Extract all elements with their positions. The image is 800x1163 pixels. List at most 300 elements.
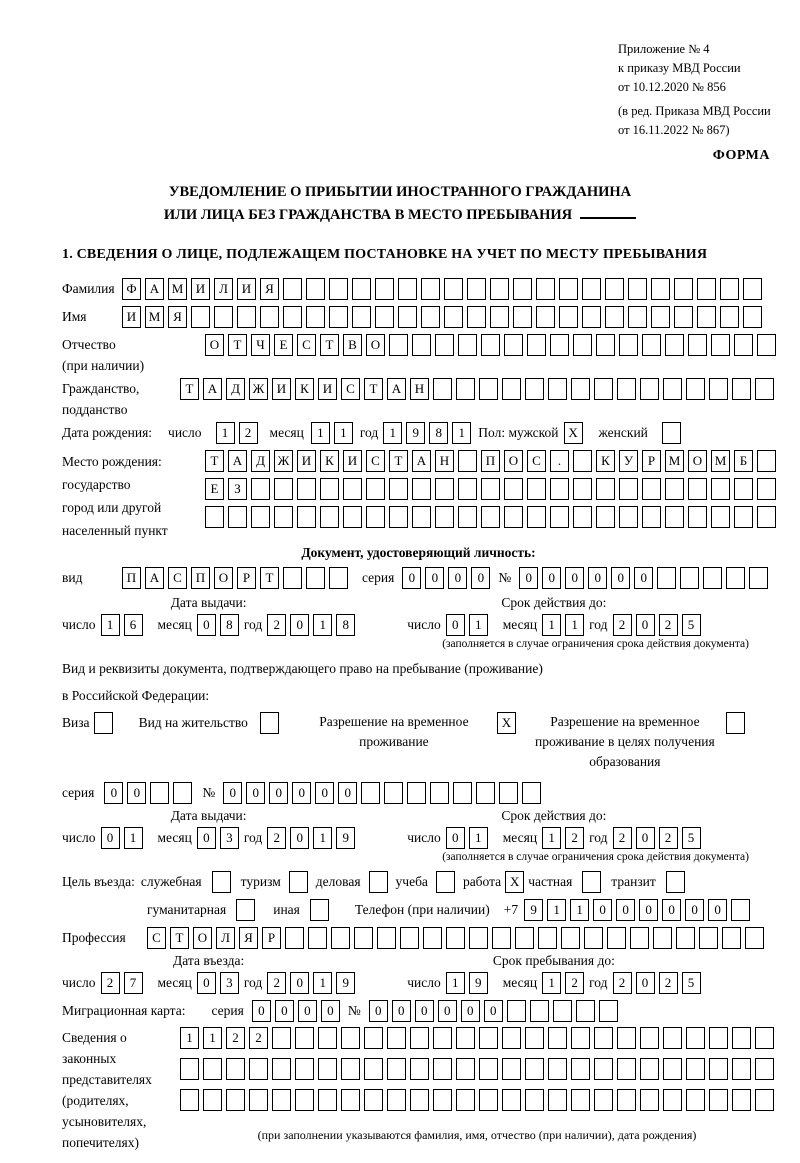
char-box[interactable] bbox=[711, 334, 730, 356]
char-box[interactable] bbox=[366, 478, 385, 500]
char-box[interactable]: С bbox=[341, 378, 360, 400]
char-box[interactable] bbox=[571, 1058, 590, 1080]
char-box[interactable] bbox=[582, 306, 601, 328]
char-box[interactable] bbox=[628, 306, 647, 328]
char-box[interactable] bbox=[559, 306, 578, 328]
char-box[interactable] bbox=[594, 1027, 613, 1049]
char-box[interactable] bbox=[285, 927, 304, 949]
char-box[interactable] bbox=[640, 378, 659, 400]
char-box[interactable] bbox=[272, 1027, 291, 1049]
char-box[interactable] bbox=[663, 378, 682, 400]
char-box[interactable] bbox=[329, 567, 348, 589]
char-box[interactable] bbox=[364, 1027, 383, 1049]
purpose-study-checkbox[interactable] bbox=[436, 871, 455, 893]
char-box[interactable] bbox=[504, 478, 523, 500]
char-box[interactable] bbox=[686, 1027, 705, 1049]
char-box[interactable] bbox=[237, 306, 256, 328]
char-box[interactable] bbox=[306, 278, 325, 300]
char-box[interactable] bbox=[398, 306, 417, 328]
char-box[interactable] bbox=[306, 567, 325, 589]
char-box[interactable]: 1 bbox=[124, 827, 143, 849]
char-box[interactable]: И bbox=[272, 378, 291, 400]
char-box[interactable] bbox=[571, 1089, 590, 1111]
char-box[interactable] bbox=[515, 927, 534, 949]
char-box[interactable] bbox=[522, 782, 541, 804]
char-box[interactable] bbox=[343, 478, 362, 500]
char-box[interactable] bbox=[389, 334, 408, 356]
char-box[interactable] bbox=[663, 1058, 682, 1080]
char-box[interactable]: Я bbox=[239, 927, 258, 949]
temp-residence-permit-edu-checkbox[interactable] bbox=[726, 712, 745, 734]
char-box[interactable] bbox=[571, 1027, 590, 1049]
char-box[interactable]: 0 bbox=[708, 899, 727, 921]
char-box[interactable] bbox=[249, 1058, 268, 1080]
char-box[interactable] bbox=[476, 782, 495, 804]
char-box[interactable]: 1 bbox=[180, 1027, 199, 1049]
char-box[interactable] bbox=[320, 478, 339, 500]
char-box[interactable]: А bbox=[145, 278, 164, 300]
char-box[interactable] bbox=[553, 1000, 572, 1022]
char-box[interactable] bbox=[709, 1089, 728, 1111]
char-box[interactable] bbox=[665, 334, 684, 356]
char-box[interactable] bbox=[617, 1027, 636, 1049]
char-box[interactable]: 1 bbox=[313, 972, 332, 994]
char-box[interactable] bbox=[745, 927, 764, 949]
char-box[interactable]: И bbox=[122, 306, 141, 328]
char-box[interactable]: И bbox=[343, 450, 362, 472]
char-box[interactable] bbox=[548, 1089, 567, 1111]
char-box[interactable]: 0 bbox=[290, 827, 309, 849]
char-box[interactable]: М bbox=[711, 450, 730, 472]
char-box[interactable] bbox=[573, 506, 592, 528]
char-box[interactable]: 0 bbox=[252, 1000, 271, 1022]
char-box[interactable] bbox=[527, 334, 546, 356]
purpose-official-checkbox[interactable] bbox=[212, 871, 231, 893]
char-box[interactable] bbox=[743, 278, 762, 300]
char-box[interactable] bbox=[421, 278, 440, 300]
char-box[interactable] bbox=[502, 1027, 521, 1049]
char-box[interactable] bbox=[354, 927, 373, 949]
char-box[interactable] bbox=[504, 506, 523, 528]
char-box[interactable]: О bbox=[504, 450, 523, 472]
char-box[interactable] bbox=[481, 334, 500, 356]
char-box[interactable]: 9 bbox=[336, 972, 355, 994]
char-box[interactable]: К bbox=[596, 450, 615, 472]
char-box[interactable] bbox=[732, 1027, 751, 1049]
char-box[interactable]: Р bbox=[262, 927, 281, 949]
char-box[interactable]: И bbox=[191, 278, 210, 300]
char-box[interactable]: С bbox=[168, 567, 187, 589]
char-box[interactable] bbox=[366, 506, 385, 528]
char-box[interactable]: 0 bbox=[321, 1000, 340, 1022]
char-box[interactable] bbox=[513, 306, 532, 328]
char-box[interactable] bbox=[295, 1058, 314, 1080]
char-box[interactable]: Е bbox=[205, 478, 224, 500]
char-box[interactable] bbox=[630, 927, 649, 949]
char-box[interactable] bbox=[548, 378, 567, 400]
char-box[interactable] bbox=[251, 506, 270, 528]
char-box[interactable] bbox=[573, 450, 592, 472]
char-box[interactable] bbox=[341, 1089, 360, 1111]
char-box[interactable] bbox=[203, 1089, 222, 1111]
char-box[interactable] bbox=[640, 1027, 659, 1049]
char-box[interactable]: 0 bbox=[446, 827, 465, 849]
char-box[interactable] bbox=[272, 1089, 291, 1111]
temp-residence-permit-checkbox[interactable]: X bbox=[497, 712, 516, 734]
char-box[interactable] bbox=[688, 334, 707, 356]
char-box[interactable] bbox=[757, 450, 776, 472]
char-box[interactable] bbox=[433, 378, 452, 400]
char-box[interactable] bbox=[726, 567, 745, 589]
char-box[interactable]: Д bbox=[226, 378, 245, 400]
purpose-private-checkbox[interactable] bbox=[582, 871, 601, 893]
char-box[interactable]: М bbox=[168, 278, 187, 300]
char-box[interactable]: 5 bbox=[682, 827, 701, 849]
char-box[interactable] bbox=[734, 478, 753, 500]
char-box[interactable] bbox=[400, 927, 419, 949]
char-box[interactable] bbox=[467, 306, 486, 328]
visa-checkbox[interactable] bbox=[94, 712, 113, 734]
char-box[interactable]: 0 bbox=[197, 827, 216, 849]
char-box[interactable] bbox=[343, 506, 362, 528]
char-box[interactable]: 0 bbox=[197, 972, 216, 994]
char-box[interactable]: 1 bbox=[565, 614, 584, 636]
char-box[interactable] bbox=[619, 506, 638, 528]
char-box[interactable] bbox=[594, 378, 613, 400]
char-box[interactable] bbox=[676, 927, 695, 949]
char-box[interactable] bbox=[387, 1027, 406, 1049]
char-box[interactable]: С bbox=[366, 450, 385, 472]
char-box[interactable]: Т bbox=[205, 450, 224, 472]
char-box[interactable] bbox=[410, 1089, 429, 1111]
char-box[interactable] bbox=[502, 1089, 521, 1111]
char-box[interactable] bbox=[180, 1058, 199, 1080]
char-box[interactable] bbox=[657, 567, 676, 589]
char-box[interactable] bbox=[688, 478, 707, 500]
char-box[interactable]: С bbox=[147, 927, 166, 949]
char-box[interactable]: У bbox=[619, 450, 638, 472]
char-box[interactable]: 2 bbox=[613, 972, 632, 994]
char-box[interactable]: 1 bbox=[383, 422, 402, 444]
char-box[interactable]: О bbox=[366, 334, 385, 356]
char-box[interactable] bbox=[686, 1058, 705, 1080]
char-box[interactable]: Т bbox=[389, 450, 408, 472]
char-box[interactable] bbox=[412, 334, 431, 356]
char-box[interactable] bbox=[444, 306, 463, 328]
char-box[interactable]: М bbox=[665, 450, 684, 472]
char-box[interactable] bbox=[513, 278, 532, 300]
char-box[interactable] bbox=[308, 927, 327, 949]
char-box[interactable] bbox=[479, 1089, 498, 1111]
char-box[interactable]: 0 bbox=[438, 1000, 457, 1022]
char-box[interactable]: 0 bbox=[461, 1000, 480, 1022]
char-box[interactable] bbox=[456, 1058, 475, 1080]
char-box[interactable] bbox=[699, 927, 718, 949]
char-box[interactable] bbox=[749, 567, 768, 589]
char-box[interactable]: 2 bbox=[565, 827, 584, 849]
char-box[interactable]: 1 bbox=[101, 614, 120, 636]
char-box[interactable] bbox=[686, 1089, 705, 1111]
char-box[interactable]: 0 bbox=[127, 782, 146, 804]
char-box[interactable]: 1 bbox=[542, 972, 561, 994]
char-box[interactable] bbox=[481, 478, 500, 500]
char-box[interactable]: Л bbox=[216, 927, 235, 949]
char-box[interactable]: П bbox=[481, 450, 500, 472]
char-box[interactable]: А bbox=[387, 378, 406, 400]
char-box[interactable] bbox=[274, 506, 293, 528]
char-box[interactable]: Ж bbox=[249, 378, 268, 400]
char-box[interactable] bbox=[640, 1058, 659, 1080]
char-box[interactable]: 8 bbox=[220, 614, 239, 636]
char-box[interactable] bbox=[191, 306, 210, 328]
char-box[interactable]: О bbox=[688, 450, 707, 472]
char-box[interactable] bbox=[663, 1027, 682, 1049]
char-box[interactable] bbox=[755, 378, 774, 400]
char-box[interactable] bbox=[674, 278, 693, 300]
char-box[interactable] bbox=[389, 478, 408, 500]
char-box[interactable]: Т bbox=[228, 334, 247, 356]
char-box[interactable]: П bbox=[191, 567, 210, 589]
char-box[interactable]: 0 bbox=[101, 827, 120, 849]
char-box[interactable]: 0 bbox=[402, 567, 421, 589]
residence-permit-checkbox[interactable] bbox=[260, 712, 279, 734]
char-box[interactable]: Я bbox=[168, 306, 187, 328]
char-box[interactable] bbox=[525, 1089, 544, 1111]
char-box[interactable]: 1 bbox=[313, 614, 332, 636]
char-box[interactable]: 0 bbox=[197, 614, 216, 636]
char-box[interactable]: 2 bbox=[565, 972, 584, 994]
char-box[interactable]: 0 bbox=[246, 782, 265, 804]
char-box[interactable] bbox=[407, 782, 426, 804]
char-box[interactable]: Т bbox=[260, 567, 279, 589]
char-box[interactable]: 2 bbox=[249, 1027, 268, 1049]
char-box[interactable]: 2 bbox=[101, 972, 120, 994]
char-box[interactable] bbox=[456, 1027, 475, 1049]
char-box[interactable] bbox=[734, 334, 753, 356]
char-box[interactable]: 0 bbox=[484, 1000, 503, 1022]
char-box[interactable]: 0 bbox=[446, 614, 465, 636]
char-box[interactable] bbox=[527, 506, 546, 528]
char-box[interactable]: 0 bbox=[636, 614, 655, 636]
char-box[interactable]: 1 bbox=[452, 422, 471, 444]
char-box[interactable]: Я bbox=[260, 278, 279, 300]
char-box[interactable] bbox=[663, 1089, 682, 1111]
char-box[interactable] bbox=[642, 478, 661, 500]
purpose-humanitarian-checkbox[interactable] bbox=[236, 899, 255, 921]
char-box[interactable]: Ж bbox=[274, 450, 293, 472]
char-box[interactable] bbox=[352, 306, 371, 328]
char-box[interactable]: 0 bbox=[290, 614, 309, 636]
char-box[interactable] bbox=[628, 278, 647, 300]
char-box[interactable]: 0 bbox=[593, 899, 612, 921]
char-box[interactable] bbox=[530, 1000, 549, 1022]
char-box[interactable] bbox=[594, 1089, 613, 1111]
char-box[interactable]: 0 bbox=[588, 567, 607, 589]
char-box[interactable] bbox=[433, 1027, 452, 1049]
char-box[interactable] bbox=[594, 1058, 613, 1080]
char-box[interactable] bbox=[490, 278, 509, 300]
char-box[interactable] bbox=[260, 306, 279, 328]
char-box[interactable] bbox=[180, 1089, 199, 1111]
char-box[interactable]: К bbox=[295, 378, 314, 400]
char-box[interactable] bbox=[732, 1058, 751, 1080]
char-box[interactable]: Т bbox=[364, 378, 383, 400]
char-box[interactable]: Т bbox=[320, 334, 339, 356]
char-box[interactable]: 2 bbox=[239, 422, 258, 444]
char-box[interactable]: 2 bbox=[267, 614, 286, 636]
char-box[interactable]: 0 bbox=[565, 567, 584, 589]
char-box[interactable]: 0 bbox=[636, 827, 655, 849]
char-box[interactable]: 0 bbox=[611, 567, 630, 589]
char-box[interactable]: 0 bbox=[369, 1000, 388, 1022]
char-box[interactable]: С bbox=[297, 334, 316, 356]
char-box[interactable] bbox=[412, 478, 431, 500]
char-box[interactable]: 1 bbox=[542, 827, 561, 849]
char-box[interactable] bbox=[318, 1089, 337, 1111]
char-box[interactable]: 1 bbox=[570, 899, 589, 921]
purpose-business-checkbox[interactable] bbox=[369, 871, 388, 893]
char-box[interactable] bbox=[318, 1027, 337, 1049]
char-box[interactable]: 0 bbox=[636, 972, 655, 994]
char-box[interactable] bbox=[329, 306, 348, 328]
char-box[interactable] bbox=[364, 1058, 383, 1080]
sex-female-checkbox[interactable] bbox=[662, 422, 681, 444]
char-box[interactable] bbox=[548, 1058, 567, 1080]
purpose-work-checkbox[interactable]: X bbox=[505, 871, 524, 893]
char-box[interactable]: А bbox=[145, 567, 164, 589]
char-box[interactable]: 1 bbox=[469, 614, 488, 636]
char-box[interactable]: 0 bbox=[292, 782, 311, 804]
char-box[interactable] bbox=[573, 478, 592, 500]
char-box[interactable]: 2 bbox=[659, 972, 678, 994]
char-box[interactable]: 1 bbox=[469, 827, 488, 849]
char-box[interactable]: 0 bbox=[275, 1000, 294, 1022]
char-box[interactable]: 1 bbox=[547, 899, 566, 921]
char-box[interactable] bbox=[525, 378, 544, 400]
char-box[interactable] bbox=[550, 334, 569, 356]
char-box[interactable]: А bbox=[203, 378, 222, 400]
char-box[interactable]: Ф bbox=[122, 278, 141, 300]
char-box[interactable] bbox=[361, 782, 380, 804]
char-box[interactable]: Т bbox=[170, 927, 189, 949]
char-box[interactable] bbox=[502, 378, 521, 400]
char-box[interactable] bbox=[651, 306, 670, 328]
char-box[interactable] bbox=[410, 1058, 429, 1080]
char-box[interactable] bbox=[571, 378, 590, 400]
char-box[interactable]: 0 bbox=[315, 782, 334, 804]
char-box[interactable] bbox=[297, 478, 316, 500]
char-box[interactable]: 9 bbox=[524, 899, 543, 921]
char-box[interactable] bbox=[561, 927, 580, 949]
char-box[interactable] bbox=[596, 506, 615, 528]
char-box[interactable]: В bbox=[343, 334, 362, 356]
char-box[interactable] bbox=[283, 278, 302, 300]
char-box[interactable]: 9 bbox=[336, 827, 355, 849]
char-box[interactable] bbox=[507, 1000, 526, 1022]
char-box[interactable] bbox=[607, 927, 626, 949]
char-box[interactable] bbox=[479, 1027, 498, 1049]
char-box[interactable]: 3 bbox=[220, 972, 239, 994]
char-box[interactable]: 2 bbox=[226, 1027, 245, 1049]
char-box[interactable] bbox=[720, 306, 739, 328]
char-box[interactable] bbox=[722, 927, 741, 949]
char-box[interactable]: 0 bbox=[448, 567, 467, 589]
char-box[interactable]: 0 bbox=[639, 899, 658, 921]
char-box[interactable]: Н bbox=[435, 450, 454, 472]
char-box[interactable] bbox=[297, 506, 316, 528]
char-box[interactable] bbox=[665, 478, 684, 500]
char-box[interactable] bbox=[527, 478, 546, 500]
char-box[interactable] bbox=[479, 1058, 498, 1080]
char-box[interactable] bbox=[502, 1058, 521, 1080]
char-box[interactable] bbox=[283, 306, 302, 328]
char-box[interactable]: 0 bbox=[338, 782, 357, 804]
char-box[interactable] bbox=[550, 478, 569, 500]
char-box[interactable]: 0 bbox=[616, 899, 635, 921]
char-box[interactable]: 2 bbox=[267, 972, 286, 994]
char-box[interactable] bbox=[320, 506, 339, 528]
char-box[interactable]: О bbox=[193, 927, 212, 949]
char-box[interactable] bbox=[481, 506, 500, 528]
char-box[interactable] bbox=[251, 478, 270, 500]
char-box[interactable]: 1 bbox=[334, 422, 353, 444]
char-box[interactable]: Т bbox=[180, 378, 199, 400]
char-box[interactable] bbox=[617, 1058, 636, 1080]
char-box[interactable] bbox=[757, 334, 776, 356]
char-box[interactable] bbox=[743, 306, 762, 328]
char-box[interactable] bbox=[467, 278, 486, 300]
char-box[interactable] bbox=[584, 927, 603, 949]
char-box[interactable] bbox=[226, 1089, 245, 1111]
char-box[interactable]: 8 bbox=[429, 422, 448, 444]
char-box[interactable] bbox=[697, 306, 716, 328]
char-box[interactable] bbox=[364, 1089, 383, 1111]
char-box[interactable]: 0 bbox=[425, 567, 444, 589]
char-box[interactable] bbox=[435, 478, 454, 500]
char-box[interactable] bbox=[456, 378, 475, 400]
char-box[interactable]: А bbox=[412, 450, 431, 472]
char-box[interactable] bbox=[651, 278, 670, 300]
char-box[interactable] bbox=[711, 506, 730, 528]
char-box[interactable] bbox=[559, 278, 578, 300]
char-box[interactable]: 2 bbox=[267, 827, 286, 849]
char-box[interactable] bbox=[755, 1027, 774, 1049]
char-box[interactable] bbox=[205, 506, 224, 528]
char-box[interactable] bbox=[453, 782, 472, 804]
char-box[interactable]: П bbox=[122, 567, 141, 589]
char-box[interactable]: 3 bbox=[220, 827, 239, 849]
char-box[interactable]: И bbox=[318, 378, 337, 400]
char-box[interactable] bbox=[732, 378, 751, 400]
char-box[interactable]: 0 bbox=[392, 1000, 411, 1022]
char-box[interactable] bbox=[318, 1058, 337, 1080]
char-box[interactable] bbox=[605, 278, 624, 300]
char-box[interactable]: 0 bbox=[290, 972, 309, 994]
char-box[interactable] bbox=[352, 278, 371, 300]
char-box[interactable]: С bbox=[527, 450, 546, 472]
char-box[interactable] bbox=[732, 1089, 751, 1111]
char-box[interactable]: З bbox=[228, 478, 247, 500]
char-box[interactable] bbox=[274, 478, 293, 500]
char-box[interactable] bbox=[674, 306, 693, 328]
char-box[interactable] bbox=[456, 1089, 475, 1111]
char-box[interactable] bbox=[665, 506, 684, 528]
char-box[interactable] bbox=[306, 306, 325, 328]
char-box[interactable] bbox=[642, 506, 661, 528]
char-box[interactable]: А bbox=[228, 450, 247, 472]
char-box[interactable] bbox=[490, 306, 509, 328]
char-box[interactable]: 0 bbox=[685, 899, 704, 921]
